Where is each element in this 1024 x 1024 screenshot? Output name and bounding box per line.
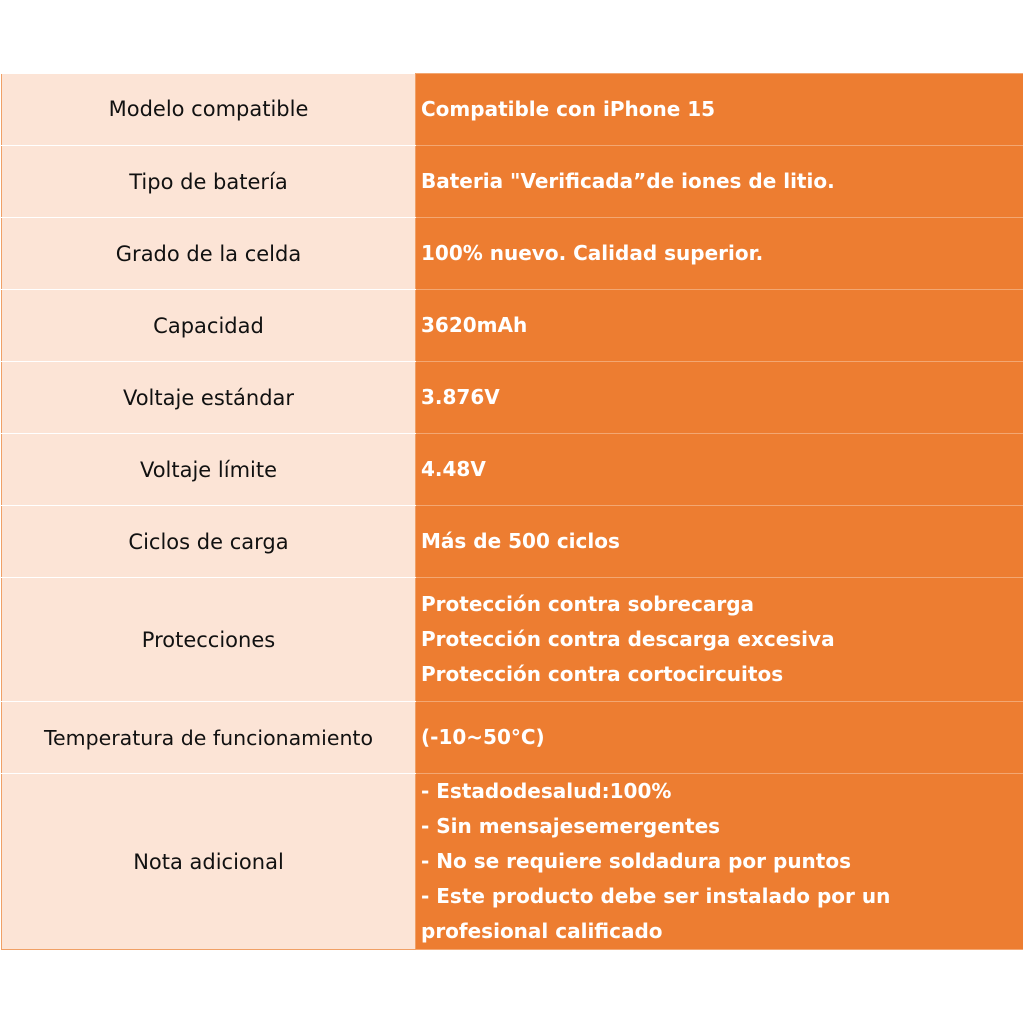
- spec-value: [416, 218, 1024, 290]
- spec-value-line: Protección contra cortocircuitos: [421, 662, 784, 686]
- table-row: [2, 578, 1024, 702]
- spec-label: Temperatura de funcionamiento: [2, 702, 416, 774]
- spec-label: Nota adicional: [2, 774, 416, 950]
- spec-value-line: - Este producto debe ser instalado por un profesional calificado: [421, 884, 891, 943]
- table-row: [2, 74, 1024, 146]
- spec-value-line: - Sin mensajesemergentes: [421, 814, 721, 838]
- spec-label: Modelo compatible: [2, 74, 416, 146]
- table-row: [2, 434, 1024, 506]
- table-row: [2, 290, 1024, 362]
- spec-value-line: Bateria "Verificada”de iones de litio.: [421, 169, 835, 193]
- spec-value: [416, 434, 1024, 506]
- spec-value-line: 3.876V: [421, 385, 500, 409]
- spec-label: Ciclos de carga: [2, 506, 416, 578]
- spec-value-line: Compatible con iPhone 15: [421, 97, 716, 121]
- spec-value-line: Protección contra sobrecarga: [421, 592, 755, 616]
- spec-value-line: (-10~50°C): [421, 725, 545, 749]
- spec-value-line: Más de 500 ciclos: [421, 529, 620, 553]
- spec-value-line: - Estadodesalud:100%: [421, 779, 672, 803]
- spec-value: [416, 506, 1024, 578]
- spec-value: [416, 702, 1024, 774]
- spec-value-line: 4.48V: [421, 457, 486, 481]
- spec-value: [416, 146, 1024, 218]
- spec-label: Voltaje estándar: [2, 362, 416, 434]
- spec-label: Tipo de batería: [2, 146, 416, 218]
- spec-label: Voltaje límite: [2, 434, 416, 506]
- spec-value: [416, 290, 1024, 362]
- spec-value-line: - No se requiere soldadura por puntos: [421, 849, 851, 873]
- table-row: [2, 774, 1024, 950]
- spec-value-line: Protección contra descarga excesiva: [421, 627, 835, 651]
- table-row: [2, 218, 1024, 290]
- table-row: [2, 362, 1024, 434]
- spec-value: [416, 578, 1024, 702]
- spec-value: [416, 362, 1024, 434]
- table-row: [2, 146, 1024, 218]
- spec-label: Protecciones: [2, 578, 416, 702]
- battery-spec-table: [1, 73, 1023, 950]
- spec-label: Grado de la celda: [2, 218, 416, 290]
- spec-value-line: 100% nuevo. Calidad superior.: [421, 241, 764, 265]
- spec-value-line: 3620mAh: [421, 313, 528, 337]
- spec-label: Capacidad: [2, 290, 416, 362]
- spec-value: [416, 74, 1024, 146]
- table-row: [2, 506, 1024, 578]
- spec-value: [416, 774, 1024, 950]
- table-row: [2, 702, 1024, 774]
